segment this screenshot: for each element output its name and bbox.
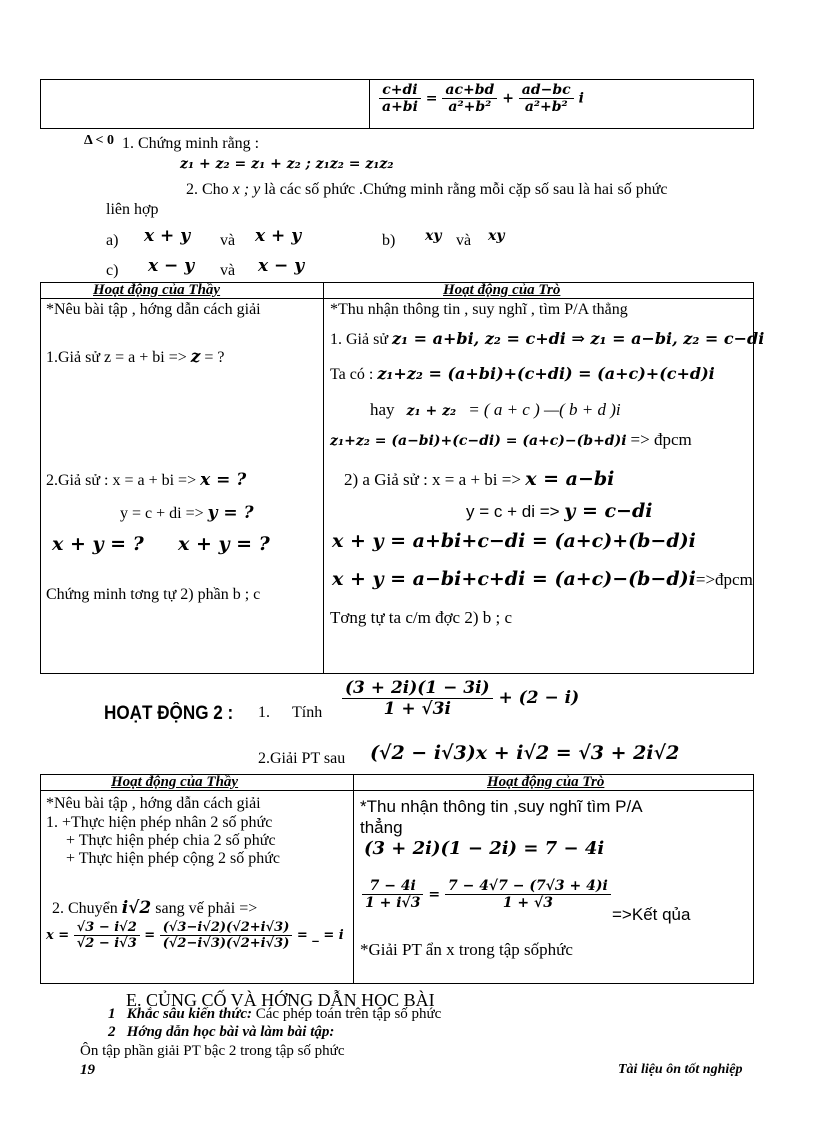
t1-right-r4-text: hay	[370, 400, 395, 419]
t1-right-r6	[344, 468, 614, 490]
t1-left-l4-m: y = ?	[207, 503, 254, 523]
section-e-l1	[108, 1006, 441, 1023]
hd2-den: 1 + √3i	[383, 699, 451, 719]
t2-right-division: $\frac{7 - 4i}{1 + i√3}$ = $\frac{7 - 4√7 - (7√3 + 4)i}{1 + √3}$	[362, 878, 611, 911]
t1-num: ac+bd	[442, 82, 497, 99]
t2-right-r1: *Thu nhận thông tin ,suy nghĩ tìm P/A	[360, 797, 643, 816]
t1-left-l2	[46, 347, 225, 367]
t1-right-r4	[370, 400, 621, 420]
ex1-c-expr1: x − y	[148, 256, 195, 276]
footer-title: Tài liệu ôn tốt nghiệp	[618, 1062, 743, 1077]
section-e-title: E. CỦNG CỐ VÀ HỚNG DẪN HỌC BÀI	[126, 990, 435, 1010]
hd2-eq: (√2 − i√3)x + i√2 = √3 + 2i√2	[370, 742, 680, 764]
ex1-item2	[186, 181, 667, 199]
lhs-num: c+di	[379, 82, 421, 99]
t1-left-l2-z: z	[190, 347, 201, 367]
ex1-item2-cont: liên hợp	[106, 201, 159, 218]
t1-left-l3-m: x = ?	[200, 470, 247, 490]
ex1-a-expr1: x + y	[144, 226, 191, 246]
t1-header-teacher: Hoạt động của Thầy	[93, 282, 221, 298]
section-e-l3: Ôn tập phần giải PT bậc 2 trong tập số phức	[80, 1043, 345, 1059]
ex1-item1: 1. Chứng minh rằng :	[122, 135, 260, 152]
hd2-plus: + (2 − i)	[498, 688, 580, 708]
t2-g1-num: 7 − 4i	[362, 878, 423, 895]
page-number: 19	[80, 1062, 95, 1078]
section-e-l2-bold: Hớng dẫn học bài và làm bài tập:	[126, 1024, 335, 1040]
ex1-c-va: và	[220, 262, 236, 279]
t1-left-l5b: x + y = ?	[178, 533, 270, 555]
t1-left-l2-text: 1.Giả sử z = a + bi =>	[46, 349, 187, 366]
t1-left-l5a: x + y = ?	[52, 533, 144, 555]
ex1-item2-vars: x ; y	[228, 181, 265, 198]
hd2-item1: 1.	[258, 704, 270, 721]
t2-left-l5	[52, 898, 257, 918]
t2-right-r2: thẳng	[360, 818, 403, 837]
section-e-l1-bold: Khắc sâu kiến thức:	[126, 1006, 253, 1022]
t2-f2-den: (√2−i√3)(√2+i√3)	[162, 936, 290, 951]
lhs-den: a+bi	[382, 99, 418, 115]
hd2-num: (3 + 2i)(1 − 3i)	[342, 678, 493, 699]
t2-left-x-formula: x = $\frac{√3 - i√2}{√2 - i√3}$ = $\frac{(√3-i√2)(√2+i√3)}{(√2-i√3)(√2+i√3)}$ = _ = i	[46, 920, 344, 951]
ex1-b-expr2: xy	[488, 228, 505, 244]
t2-header-teacher: Hoạt động của Thầy	[111, 774, 239, 790]
t1-left-l2-q: = ?	[204, 349, 225, 366]
t1-right-r2-m: z₁ = a+bi, z₂ = c+di ⇒ z₁ = a−bi, z₂ = c−di	[392, 329, 765, 348]
t2-left-l5a: 2. Chuyển	[52, 900, 118, 917]
section-e-l1-rest: Các phép toán trên tập số phức	[252, 1006, 442, 1022]
complex-division-formula: $\frac{c+di}{a+bi}$ = $\frac{ac+bd}{\text{a²+b²}}$ + $\frac{ad-bc}{\text{a²+b²}}$ i	[379, 82, 584, 115]
ex1-a-expr2: x + y	[255, 226, 302, 246]
t2-f2-num: (√3−i√2)(√2+i√3)	[160, 920, 293, 936]
t2-g2-den: 1 + √3	[502, 895, 553, 911]
t1-header-student: Hoạt động của Trò	[443, 282, 561, 298]
t2-right-r4-end: =>Kết qủa	[612, 905, 691, 924]
t1-right-r3-m: z₁+z₂ = (a+bi)+(c+di) = (a+c)+(c+d)i	[377, 364, 715, 383]
t2-left-l3: + Thực hiện phép chia 2 số phức	[66, 832, 276, 849]
t1-right-r7-text: y = c + di =>	[466, 502, 560, 521]
t2-f-end: = _ = i	[296, 928, 344, 943]
t2-left-l1: *Nêu bài tập , hớng dẫn cách giải	[46, 795, 261, 812]
delta-note: Δ < 0	[84, 133, 114, 148]
ex1-c-label: c)	[106, 262, 119, 279]
hd2-tinh: Tính	[292, 704, 323, 721]
t2-f1-num: √3 − i√2	[74, 920, 140, 936]
hd2-fraction	[342, 678, 579, 719]
ex1-a-va: và	[220, 232, 236, 249]
ex1-a-label: a)	[106, 232, 119, 249]
t2-num: ad−bc	[519, 82, 574, 99]
ex1-b-expr1: xy	[425, 228, 442, 244]
ex1-b-va: và	[456, 232, 472, 249]
t1-right-r7	[466, 500, 652, 522]
section-e-l2	[108, 1024, 334, 1041]
t1-right-r3-text: Ta có :	[330, 366, 374, 383]
t1-right-r1: *Thu nhận thông tin , suy nghĩ , tìm P/A thẳng	[330, 301, 628, 318]
t1-right-r4-eq: = ( a + c ) —( b + d )i	[468, 400, 621, 419]
t1-right-r2-text: 1. Giả sử	[330, 331, 388, 348]
t1-left-l4-text: y = c + di =>	[120, 505, 204, 522]
ex1-item2-rest: là các số phức .Chứng minh rằng mỗi cặp số sau là hai số phức	[264, 181, 668, 198]
ex1-item2-cho: 2. Cho	[186, 181, 229, 198]
section-e-l1-num: 1	[108, 1006, 116, 1022]
t1-right-r4-m: z₁ + z₂	[406, 403, 457, 419]
t1-right-r7-m: y = c−di	[564, 500, 653, 522]
t2-left-l4: + Thực hiện phép cộng 2 số phức	[66, 850, 281, 867]
t1-right-r6-m: x = a−bi	[525, 468, 615, 490]
t2-header-student: Hoạt động của Trò	[487, 774, 605, 790]
t1-right-r8: x + y = a+bi+c−di = (a+c)+(b−d)i	[332, 530, 696, 552]
t1-left-l3	[46, 470, 246, 490]
t1-left-l1: *Nêu bài tập , hớng dẫn cách giải	[46, 301, 261, 318]
section-e-l2-num: 2	[108, 1024, 116, 1040]
t2-f1-den: √2 − i√3	[76, 936, 137, 951]
ex1-c-expr2: x − y	[258, 256, 305, 276]
t1-right-r5-end: => đpcm	[630, 430, 692, 449]
t1-left-l4	[120, 503, 254, 523]
ex1-b-label: b)	[382, 232, 396, 249]
tail-i: i	[578, 90, 584, 107]
t1-left-l3-text: 2.Giả sử : x = a + bi =>	[46, 472, 197, 489]
hd2-item2: 2.Giải PT sau	[258, 750, 346, 767]
ex1-formula1: z₁ + z₂ = z₁ + z₂ ; z₁z₂ = z₁z₂	[180, 156, 394, 172]
t2-g2-num: 7 − 4√7 − (7√3 + 4)i	[445, 878, 611, 895]
t1-right-r9	[332, 568, 753, 590]
t1-right-r9-end: =>đpcm	[695, 570, 753, 589]
t2-den: a²+b²	[524, 99, 568, 115]
t2-left-l2: 1. +Thực hiện phép nhân 2 số phức	[46, 814, 273, 831]
hd2-title: HOẠT ĐỘNG 2 :	[104, 703, 234, 724]
t1-right-r10: Tơng tự ta c/m đợc 2) b ; c	[330, 608, 513, 627]
t2-left-l5b: sang vế phải =>	[155, 900, 258, 917]
t1-left-l6: Chứng minh tơng tự 2) phần b ; c	[46, 586, 261, 603]
t1-right-r6-text: 2) a Giả sử : x = a + bi =>	[344, 470, 521, 489]
t2-g1-den: 1 + i√3	[365, 895, 421, 911]
t2-left-l5-m: i√2	[121, 898, 152, 918]
t1-right-r5	[330, 430, 692, 450]
t2-x-eq: x =	[46, 928, 70, 943]
t2-right-r5: *Giải PT ẩn x trong tập sốphức	[360, 940, 573, 959]
t1-right-r9-m: x + y = a−bi+c+di = (a+c)−(b−d)i	[332, 568, 696, 590]
t1-right-r3	[330, 364, 715, 384]
top-table	[40, 79, 754, 129]
t2-right-r3: (3 + 2i)(1 − 2i) = 7 − 4i	[364, 838, 605, 859]
t1-right-r5-m: z₁+z₂ = (a−bi)+(c−di) = (a+c)−(b+d)i	[330, 433, 627, 449]
t1-right-r2	[330, 329, 764, 349]
t1-den: a²+b²	[448, 99, 492, 115]
